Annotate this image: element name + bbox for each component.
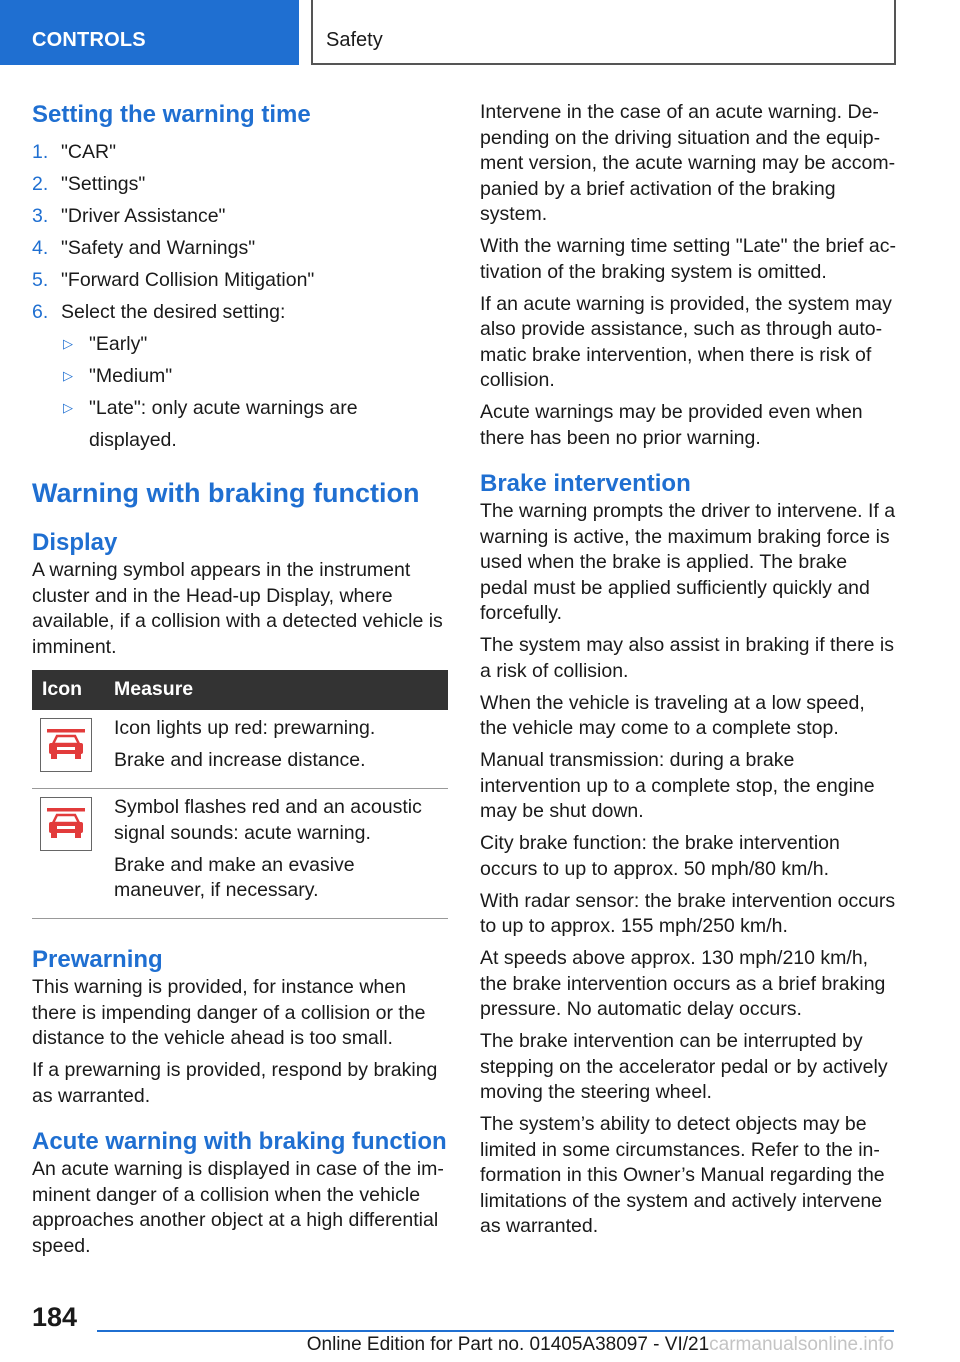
option-text: "Late": only acute warnings are displayed. (89, 397, 358, 451)
body-paragraph: Manual transmission: during a brake intervention up to a complete stop, the engine may be shut down. (480, 749, 875, 822)
step-text: "Safety and Warnings" (61, 237, 256, 259)
triangle-bullet-icon: ▷ (63, 400, 73, 415)
watermark-text: carmanualsonline.info (709, 1334, 894, 1355)
step-text: "Settings" (61, 173, 146, 195)
list-item (32, 264, 448, 296)
prewarning-text: This warning is provided, for instance when there is impending danger of a collision or the distance to the vehicle ahead is too small. (32, 976, 426, 1049)
warning-time-steps (32, 136, 448, 328)
body-paragraph: At speeds above approx. 130 mph/210 km/h, the brake intervention occurs as a brief braking pressure. No automatic delay occurs. (480, 947, 886, 1020)
step-number: 1. (32, 141, 49, 163)
section-title: CONTROLS (32, 29, 146, 51)
section-tab (0, 0, 299, 65)
car-warning-icon (40, 797, 92, 851)
body-paragraph: When the vehicle is traveling at a low speed, the vehicle may come to a complete stop. (480, 691, 865, 739)
warning-time-heading: Setting the warning time (32, 101, 311, 128)
prewarning-text: If a prewarning is provided, respond by braking as warranted. (32, 1059, 438, 1107)
edition-text: Online Edition for Part no. 01405A38097 - VI/21 (306, 1334, 710, 1355)
measure-line: Symbol flashes red and an acoustic signal sounds: acute warning. (114, 796, 422, 844)
step-number: 2. (32, 173, 49, 195)
list-item (32, 360, 448, 392)
page-number: 184 (32, 1302, 78, 1332)
brake-intervention-heading: Brake intervention (480, 470, 691, 497)
body-paragraph: With radar sensor: the brake intervention occurs to up to approx. 155 mph/250 km/h. (480, 889, 896, 937)
chapter-title: Safety (326, 29, 383, 51)
step-text: "CAR" (61, 141, 117, 163)
step-number: 5. (32, 269, 49, 291)
step-text: Select the desired setting: (61, 301, 286, 323)
list-item (32, 328, 448, 360)
step-number: 4. (32, 237, 49, 259)
icon-cell (32, 789, 106, 919)
measure-cell (106, 789, 448, 919)
chapter-tab (311, 0, 896, 65)
icon-measure-table (32, 670, 448, 919)
list-item (32, 168, 448, 200)
measure-cell (106, 710, 448, 789)
table-header-measure: Measure (106, 670, 448, 710)
list-item (32, 392, 448, 456)
list-item (32, 232, 448, 264)
acute-warning-heading: Acute warning with braking function (32, 1128, 447, 1155)
body-paragraph: With the warning time setting "Late" the brief activation of the braking system is omitted. (480, 235, 896, 283)
triangle-bullet-icon: ▷ (63, 336, 73, 351)
braking-function-heading: Warning with braking function (32, 478, 420, 508)
option-text: "Early" (89, 333, 148, 355)
left-column (32, 100, 448, 1266)
body-paragraph: The system may also assist in braking if there is a risk of collision. (480, 634, 894, 682)
body-paragraph: If an acute warning is provided, the system may also provide assistance, such as through automatic brake intervention, when there is risk of collision. (480, 292, 892, 391)
prewarning-heading: Prewarning (32, 946, 163, 973)
acute-warning-text: An acute warning is displayed in case of the imminent danger of a collision when the vehicle approaches another object at a high differential speed. (32, 1158, 444, 1257)
table-header-icon: Icon (32, 670, 106, 710)
measure-line: Brake and make an evasive maneuver, if necessary. (114, 853, 355, 901)
step-text: "Forward Collision Mitigation" (61, 269, 315, 291)
warning-time-options (32, 328, 448, 456)
body-paragraph: Acute warnings may be provided even when there has been no prior warning. (480, 401, 863, 449)
list-item (32, 136, 448, 168)
body-paragraph: The warning prompts the driver to intervene. If a warning is active, the maximum braking force is used when the brake is applied. The brake pedal must be applied sufficiently quickly and forcefully. (480, 500, 896, 624)
car-warning-icon (40, 718, 92, 772)
measure-line: Icon lights up red: prewarning. (114, 717, 376, 739)
body-paragraph: The system’s ability to detect objects may be limited in some circumstances. Refer to the information in this Owner’s Manual regarding the limitations of the system and actively intervene as warranted. (480, 1113, 885, 1237)
step-text: "Driver Assistance" (61, 205, 226, 227)
body-paragraph: City brake function: the brake intervention occurs to up to approx. 50 mph/80 km/h. (480, 832, 840, 880)
icon-cell (32, 710, 106, 789)
triangle-bullet-icon: ▷ (63, 368, 73, 383)
table-row (32, 710, 448, 789)
step-number: 6. (32, 301, 49, 323)
right-column (480, 100, 896, 1246)
display-text: A warning symbol appears in the instrument cluster and in the Head-up Display, where available, if a collision with a detected vehicle is imminent. (32, 559, 443, 658)
list-item (32, 200, 448, 232)
display-heading: Display (32, 529, 118, 556)
body-paragraph: Intervene in the case of an acute warning. Depending on the driving situation and the equipment version, the acute warning may be accompanied by a brief activation of the braking system. (480, 101, 896, 225)
measure-line: Brake and increase distance. (114, 749, 366, 771)
body-paragraph: The brake intervention can be interrupted by stepping on the accelerator pedal or by actively moving the steering wheel. (480, 1030, 888, 1103)
table-row (32, 789, 448, 919)
step-number: 3. (32, 205, 49, 227)
footer (300, 1331, 894, 1359)
table-header-row (32, 670, 448, 710)
list-item (32, 296, 448, 328)
option-text: "Medium" (89, 365, 173, 387)
